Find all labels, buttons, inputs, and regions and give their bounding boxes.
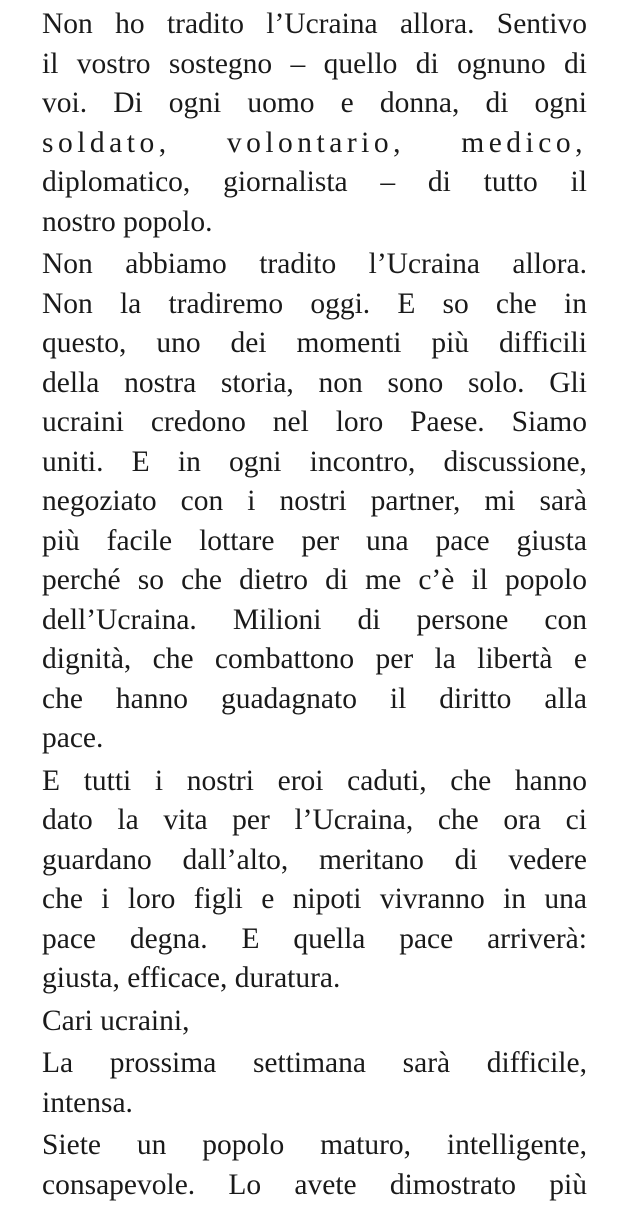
word: una	[366, 522, 409, 562]
word: dell’Ucraina.	[42, 601, 197, 641]
word: diplomatico,	[42, 163, 190, 203]
word: i	[101, 880, 109, 920]
word: negoziato	[42, 482, 157, 522]
word: giornalista	[223, 163, 348, 203]
word: i	[155, 762, 163, 802]
word: vostro	[77, 45, 151, 85]
word: di	[358, 601, 381, 641]
word: La	[42, 1044, 73, 1084]
word: in	[178, 443, 201, 483]
word: ucraini	[42, 403, 124, 443]
word: quello	[324, 45, 398, 85]
word: Milioni	[233, 601, 322, 641]
word: vedere	[508, 841, 587, 881]
word: mi	[484, 482, 515, 522]
word: soldato,	[42, 124, 171, 164]
word: i	[247, 482, 255, 522]
word: libertà	[477, 640, 552, 680]
word: Non	[42, 245, 93, 285]
word: loro	[128, 880, 176, 920]
word: tutti	[84, 762, 132, 802]
word: dimostrato	[390, 1166, 516, 1205]
text-line	[42, 762, 587, 802]
word: giusta	[516, 522, 586, 562]
word: storia,	[221, 364, 294, 404]
text-line	[42, 1126, 587, 1166]
word: –	[380, 163, 395, 203]
word: sarà	[403, 1044, 451, 1084]
word: ho	[115, 5, 145, 45]
word: ogni	[535, 84, 587, 124]
text-line	[42, 1044, 587, 1084]
word: che	[450, 762, 491, 802]
word: che	[42, 680, 83, 720]
word: oggi.	[310, 285, 370, 325]
word: tradiremo	[168, 285, 283, 325]
word: per	[232, 801, 270, 841]
word: allora.	[400, 5, 475, 45]
word: più	[431, 324, 469, 364]
word: della	[42, 364, 99, 404]
text-line	[42, 920, 587, 960]
word: una	[544, 880, 587, 920]
word: popolo	[505, 561, 587, 601]
word: il	[42, 45, 58, 85]
word: nostri	[187, 762, 254, 802]
word: alla	[544, 680, 587, 720]
word: meritano	[319, 841, 424, 881]
paragraph	[42, 1044, 587, 1123]
document-body	[42, 5, 587, 1205]
word: facile	[107, 522, 173, 562]
paragraph	[42, 1002, 587, 1042]
word: la	[117, 801, 138, 841]
word: in	[564, 285, 587, 325]
word: questo,	[42, 324, 126, 364]
word: di	[564, 45, 587, 85]
word: di	[485, 84, 508, 124]
word: abbiamo	[125, 245, 227, 285]
word: partner,	[371, 482, 461, 522]
text-line	[42, 364, 587, 404]
word: –	[291, 45, 306, 85]
word: difficili	[499, 324, 587, 364]
word: nostra	[124, 364, 196, 404]
text-line	[42, 45, 587, 85]
word: nostri	[279, 482, 346, 522]
word: che	[438, 801, 479, 841]
word: voi.	[42, 84, 87, 124]
word: prossima	[110, 1044, 217, 1084]
word: Siete	[42, 1126, 101, 1166]
word: che	[153, 640, 194, 680]
word: il	[390, 680, 406, 720]
word: più	[549, 1166, 587, 1205]
word: consapevole.	[42, 1166, 195, 1205]
word: ogni	[169, 84, 221, 124]
word: dignità,	[42, 640, 131, 680]
word: che	[496, 285, 537, 325]
word: ognuno	[457, 45, 546, 85]
word: pace	[42, 920, 96, 960]
word: Lo	[228, 1166, 261, 1205]
word: so	[443, 285, 469, 325]
word: medico,	[461, 124, 587, 164]
word: hanno	[515, 762, 587, 802]
word: eroi	[278, 762, 324, 802]
word: di	[416, 45, 439, 85]
word: e	[341, 84, 354, 124]
word: Siamo	[512, 403, 587, 443]
word: loro	[336, 403, 384, 443]
word: difficile,	[487, 1044, 587, 1084]
word: con	[181, 482, 224, 522]
text-line	[42, 1166, 587, 1205]
word: il	[471, 561, 487, 601]
text-line	[42, 680, 587, 720]
word: per	[301, 522, 339, 562]
text-line	[42, 561, 587, 601]
word: figli	[194, 880, 243, 920]
word: me	[365, 561, 401, 601]
text-line	[42, 640, 587, 680]
word: maturo,	[320, 1126, 411, 1166]
paragraph	[42, 5, 587, 242]
word: vivranno	[380, 880, 485, 920]
text-line: nostro popolo.	[42, 203, 587, 243]
word: so	[138, 561, 164, 601]
word: c’è	[418, 561, 454, 601]
word: l’Ucraina	[266, 5, 377, 45]
paragraph	[42, 1126, 587, 1205]
text-line	[42, 443, 587, 483]
word: incontro,	[310, 443, 416, 483]
word: vita	[163, 801, 207, 841]
word: settimana	[253, 1044, 366, 1084]
word: ci	[566, 801, 587, 841]
word: e	[261, 880, 274, 920]
text-line: intensa.	[42, 1084, 587, 1124]
word: più	[42, 522, 80, 562]
word: E	[42, 762, 60, 802]
text-line	[42, 163, 587, 203]
word: pace	[399, 920, 453, 960]
text-line: Cari ucraini,	[42, 1002, 587, 1042]
word: persone	[417, 601, 509, 641]
word: popolo	[202, 1126, 284, 1166]
word: sostegno	[169, 45, 272, 85]
word: E	[132, 443, 150, 483]
word: ora	[503, 801, 541, 841]
word: guadagnato	[221, 680, 357, 720]
paragraph	[42, 245, 587, 759]
word: perché	[42, 561, 121, 601]
word: uno	[156, 324, 200, 364]
word: diritto	[439, 680, 511, 720]
word: il	[571, 163, 587, 203]
word: un	[137, 1126, 167, 1166]
text-line	[42, 522, 587, 562]
word: uomo	[247, 84, 314, 124]
word: la	[435, 640, 456, 680]
word: la	[120, 285, 141, 325]
word: E	[397, 285, 415, 325]
text-line	[42, 841, 587, 881]
word: momenti	[297, 324, 402, 364]
word: degna.	[130, 920, 208, 960]
word: di	[325, 561, 348, 601]
word: avete	[294, 1166, 356, 1205]
text-line	[42, 285, 587, 325]
word: di	[455, 841, 478, 881]
word: Paese.	[410, 403, 485, 443]
word: ogni	[229, 443, 281, 483]
word: l’Ucraina,	[294, 801, 413, 841]
word: pace	[436, 522, 490, 562]
word: tutto	[484, 163, 538, 203]
text-line	[42, 245, 587, 285]
word: per	[376, 640, 414, 680]
word: tradito	[167, 5, 244, 45]
text-line	[42, 801, 587, 841]
word: Di	[113, 84, 143, 124]
word: dall’alto,	[183, 841, 289, 881]
word: dei	[231, 324, 267, 364]
text-line	[42, 124, 587, 164]
word: che	[42, 880, 83, 920]
word: dietro	[239, 561, 308, 601]
text-line	[42, 324, 587, 364]
word: E	[241, 920, 259, 960]
word: di	[428, 163, 451, 203]
word: Non	[42, 285, 93, 325]
word: lottare	[199, 522, 274, 562]
word: Non	[42, 5, 93, 45]
word: volontario,	[227, 124, 405, 164]
word: allora.	[512, 245, 587, 285]
word: guardano	[42, 841, 152, 881]
paragraph	[42, 762, 587, 999]
text-line	[42, 880, 587, 920]
word: l’Ucraina	[369, 245, 480, 285]
word: in	[503, 880, 526, 920]
word: che	[181, 561, 222, 601]
word: combattono	[215, 640, 354, 680]
word: hanno	[116, 680, 188, 720]
word: Gli	[549, 364, 587, 404]
word: non	[319, 364, 363, 404]
word: dato	[42, 801, 93, 841]
word: nipoti	[293, 880, 362, 920]
text-line	[42, 482, 587, 522]
word: tradito	[259, 245, 336, 285]
word: con	[544, 601, 587, 641]
word: discussione,	[444, 443, 587, 483]
text-line: pace.	[42, 719, 587, 759]
word: intelligente,	[447, 1126, 587, 1166]
text-line	[42, 601, 587, 641]
text-line: giusta, efficace, duratura.	[42, 959, 587, 999]
word: credono	[151, 403, 246, 443]
word: arriverà:	[487, 920, 587, 960]
word: sarà	[539, 482, 587, 522]
word: quella	[293, 920, 365, 960]
word: Sentivo	[497, 5, 587, 45]
text-line	[42, 403, 587, 443]
word: nel	[273, 403, 309, 443]
word: donna,	[380, 84, 459, 124]
word: caduti,	[347, 762, 426, 802]
text-line	[42, 84, 587, 124]
word: e	[574, 640, 587, 680]
word: solo.	[468, 364, 525, 404]
word: sono	[387, 364, 443, 404]
text-line	[42, 5, 587, 45]
word: uniti.	[42, 443, 103, 483]
